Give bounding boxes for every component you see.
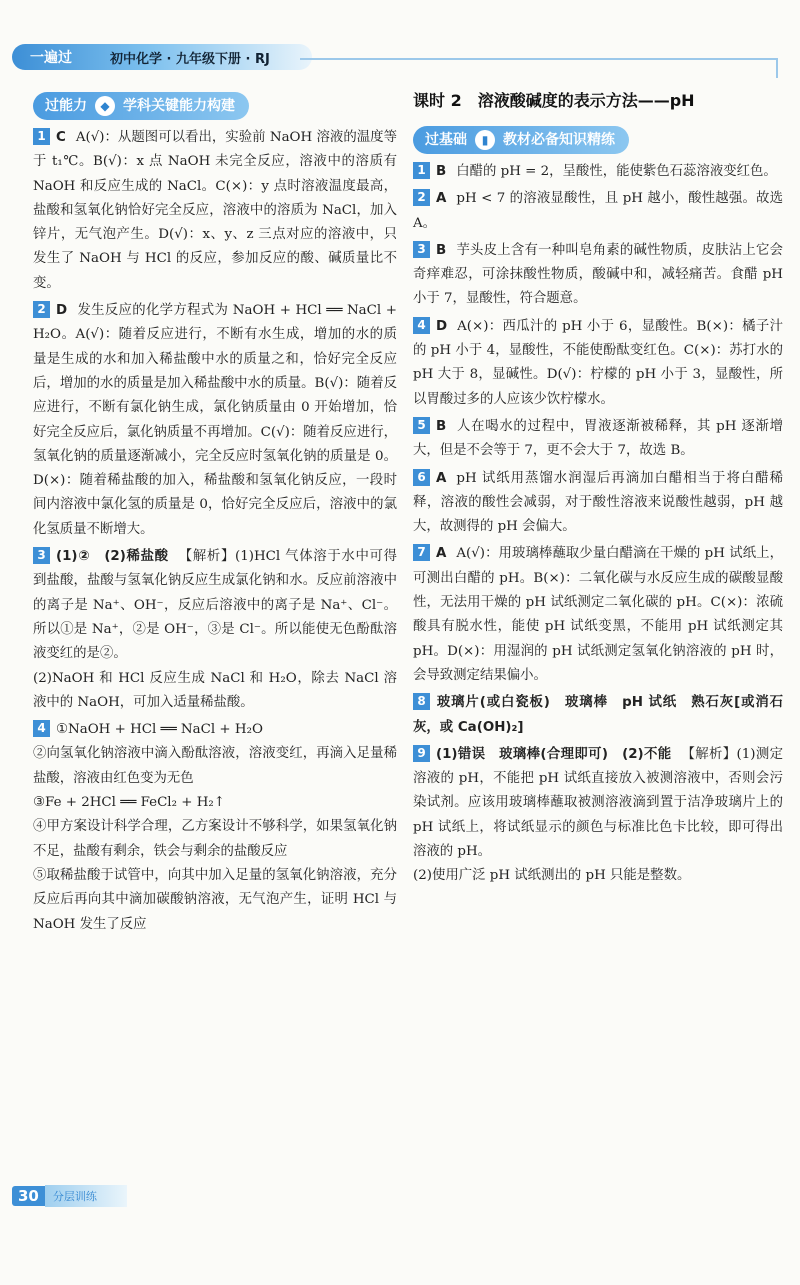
question-number: 6 bbox=[413, 469, 430, 486]
banner-subtitle: 学科关键能力构建 bbox=[123, 97, 235, 114]
answer-line bbox=[413, 743, 783, 864]
answer-choice: (1)② (2)稀盐酸 bbox=[56, 549, 169, 565]
answer-line bbox=[33, 545, 397, 666]
question-number: 1 bbox=[413, 162, 430, 179]
footer-tag: 分层训练 bbox=[45, 1185, 127, 1207]
answer-line bbox=[413, 542, 783, 688]
question-number: 2 bbox=[33, 301, 50, 318]
question-number: 1 bbox=[33, 128, 50, 145]
answer-line bbox=[413, 187, 783, 236]
book-icon: ▮ bbox=[475, 130, 495, 150]
answer-line bbox=[413, 467, 783, 540]
explanation-text: ②向氢氧化钠溶液中滴入酚酞溶液，溶液变红，再滴入足量稀盐酸，溶液由红色变为无色 bbox=[33, 746, 397, 786]
answer-item bbox=[33, 718, 397, 937]
explanation-text: 人在喝水的过程中，胃液逐渐被稀释，其 pH 逐渐增大，但是不会等于 7，更不会大于 7，故选 B。 bbox=[413, 418, 783, 459]
explanation-text: 【解析】(1)测定溶液的 pH，不能把 pH 试纸直接放入被测溶液中，否则会污染试剂。应该用玻璃棒蘸取被测溶液滴到置于洁净玻璃片上的 pH 试纸上，将试纸显示的颜色与标准比色卡比较，即可得出溶液的 pH。 bbox=[413, 746, 783, 860]
explanation-text: 芋头皮上含有一种叫皂角素的碱性物质，皮肤沾上它会奇痒难忍，可涂抹酸性物质，酸碱中和，减轻痛苦。食醋 pH 小于 7，显酸性，符合题意。 bbox=[413, 242, 783, 307]
answer-line bbox=[413, 160, 783, 184]
answer-item bbox=[33, 299, 397, 542]
explanation-text: ④甲方案设计科学合理，乙方案设计不够科学，如果氢氧化钠不足，盐酸有剩余，铁会与剩余的盐酸反应 bbox=[33, 819, 397, 859]
answer-choice: (1)错误 玻璃棒(合理即可) (2)不能 bbox=[436, 746, 672, 762]
answer-line bbox=[413, 315, 783, 412]
header-divider-end bbox=[776, 58, 778, 78]
answer-line bbox=[413, 691, 783, 740]
answer-choice: D bbox=[56, 303, 68, 319]
answer-choice: D bbox=[436, 318, 448, 334]
answer-choice: B bbox=[436, 242, 447, 258]
answer-item bbox=[33, 126, 397, 296]
page-number: 30 bbox=[12, 1186, 45, 1206]
explanation-text: pH 试纸用蒸馏水润湿后再滴加白醋相当于将白醋稀释，溶液的酸性会减弱，对于酸性溶液来说酸性越弱，pH 越大，故测得的 pH 会偏大。 bbox=[413, 470, 783, 535]
answer-line bbox=[33, 126, 397, 296]
answer-line bbox=[33, 718, 397, 742]
question-number: 4 bbox=[413, 317, 430, 334]
answer-item bbox=[413, 691, 783, 740]
explanation-text: ①NaOH + HCl ══ NaCl + H₂O bbox=[56, 722, 263, 738]
answer-choice: A bbox=[436, 546, 447, 562]
explanation-text: ⑤取稀盐酸于试管中，向其中加入足量的氢氧化钠溶液，充分反应后再向其中滴加碳酸钠溶液，无气泡产生，证明 HCl 与 NaOH 发生了反应 bbox=[33, 867, 397, 932]
answer-item bbox=[413, 315, 783, 412]
answer-choice: C bbox=[56, 130, 66, 145]
explanation-text: A(×)：西瓜汁的 pH 小于 6，显酸性。B(×)：橘子汁的 pH 小于 4，显酸性，不能使酚酞变红色。C(×)：苏打水的 pH 大于 8，显碱性。D(√)：柠檬的 pH 小于 3，显酸性，所以胃酸过多的人应该少饮柠檬水。 bbox=[413, 318, 783, 407]
explanation-text: A(√)：从题图可以看出，实验前 NaOH 溶液的温度等于 t₁℃。B(√)：x 点 NaOH 未完全反应，溶液中的溶质有 NaOH 和反应生成的 NaCl。C(×)：y 点时溶液温度最高，盐酸和氢氧化钠恰好完全反应，溶液中的溶质为 NaCl，加入锌片，无气泡产生。D(√)：x、y、z 三点对应的溶液中，只发生了 NaOH 与 HCl 的反应，参加反应的酸、碱质量比不变。 bbox=[33, 130, 397, 291]
brand-logo: 一遍过 bbox=[30, 50, 72, 66]
question-number: 2 bbox=[413, 189, 430, 206]
explanation-text: pH < 7 的溶液显酸性，且 pH 越小，酸性越强。故选 A。 bbox=[413, 191, 783, 231]
answer-line bbox=[33, 299, 397, 542]
question-number: 3 bbox=[33, 547, 50, 564]
question-number: 4 bbox=[33, 720, 50, 737]
answer-choice: A bbox=[436, 470, 447, 486]
explanation-text: 白醋的 pH = 2，呈酸性，能使紫色石蕊溶液变红色。 bbox=[456, 164, 777, 179]
left-column bbox=[33, 88, 397, 940]
page-footer bbox=[12, 1185, 127, 1207]
header-bar bbox=[12, 44, 312, 70]
answer-item bbox=[413, 160, 783, 184]
right-answer-list bbox=[413, 160, 783, 889]
answer-choice: 玻璃片(或白瓷板) 玻璃棒 pH 试纸 熟石灰[或消石灰，或 Ca(OH)₂] bbox=[413, 695, 783, 735]
lesson-title: 课时 2 溶液酸碱度的表示方法——pH bbox=[413, 91, 695, 110]
question-number: 5 bbox=[413, 417, 430, 434]
explanation-text: A(√)：用玻璃棒蘸取少量白醋滴在干燥的 pH 试纸上，可测出白醋的 pH。B(×)：二氧化碳与水反应生成的碳酸显酸性，无法用干燥的 pH 试纸测定二氧化碳的 pH。C(×)：浓硫酸具有脱水性，能使 pH 试纸变黑，不能用 pH 试纸测定其 pH。D(×)：用湿润的 pH 试纸测定氢氧化钠溶液的 pH 时，会导致测定结果偏小。 bbox=[413, 546, 783, 683]
right-column bbox=[413, 88, 783, 892]
banner-title: 过能力 bbox=[45, 97, 87, 114]
banner-title: 过基础 bbox=[425, 131, 467, 148]
explanation-text: (2)NaOH 和 HCl 反应生成 NaCl 和 H₂O，除去 NaCl 溶液中的 NaOH，可加入适量稀盐酸。 bbox=[33, 670, 397, 710]
answer-line bbox=[413, 415, 783, 464]
left-answer-list bbox=[33, 126, 397, 937]
header-divider bbox=[300, 58, 778, 60]
explanation-text: (2)使用广泛 pH 试纸测出的 pH 只能是整数。 bbox=[413, 868, 691, 884]
question-number: 8 bbox=[413, 693, 430, 710]
answer-line bbox=[413, 239, 783, 312]
answer-item bbox=[413, 415, 783, 464]
answer-item bbox=[413, 239, 783, 312]
answer-item bbox=[413, 542, 783, 688]
answer-choice: B bbox=[436, 418, 447, 434]
banner-subtitle: 教材必备知识精练 bbox=[503, 131, 615, 148]
answer-item bbox=[413, 467, 783, 540]
right-section-banner bbox=[413, 126, 629, 154]
explanation-text: 发生反应的化学方程式为 NaOH + HCl ══ NaCl + H₂O。A(√)：随着反应进行，不断有水生成，增加的水的质量是生成的水和加入稀盐酸中水的质量之和，恰好完全反应后，增加的水的质量是加入稀盐酸中水的质量。B(√)：随着反应进行，不断有氯化钠生成，氯化钠质量由 0 开始增加，恰好完全反应后，氯化钠质量不再增加。C(√)：随着反应进行，氢氧化钠的质量逐渐减小，完全反应时氢氧化钠的质量是 0。D(×)：随着稀盐酸的加入，稀盐酸和氢氧化钠反应，一段时间内溶液中氯化氢的质量是 0，恰好完全反应后，溶液中的氯化氢质量不断增大。 bbox=[33, 303, 397, 537]
left-section-banner bbox=[33, 92, 249, 120]
answer-choice: A bbox=[436, 191, 447, 207]
question-number: 3 bbox=[413, 241, 430, 258]
question-number: 9 bbox=[413, 745, 430, 762]
explanation-text: ③Fe + 2HCl ══ FeCl₂ + H₂↑ bbox=[33, 795, 225, 811]
explanation-text: 【解析】(1)HCl 气体溶于水中可得到盐酸，盐酸与氢氧化钠反应生成氯化钠和水。反应前溶液中的离子是 Na⁺、OH⁻，反应后溶液中的离子是 Na⁺、Cl⁻。所以①是 Na⁺，②是 OH⁻，③是 Cl⁻。所以能使无色酚酞溶液变红的是②。 bbox=[33, 549, 398, 662]
flame-icon: ◆ bbox=[95, 96, 115, 116]
book-title: 初中化学 · 九年级下册 · RJ bbox=[110, 51, 270, 67]
answer-choice: B bbox=[436, 164, 447, 179]
answer-item bbox=[413, 743, 783, 889]
answer-item bbox=[33, 545, 397, 715]
answer-item bbox=[413, 187, 783, 236]
question-number: 7 bbox=[413, 544, 430, 561]
